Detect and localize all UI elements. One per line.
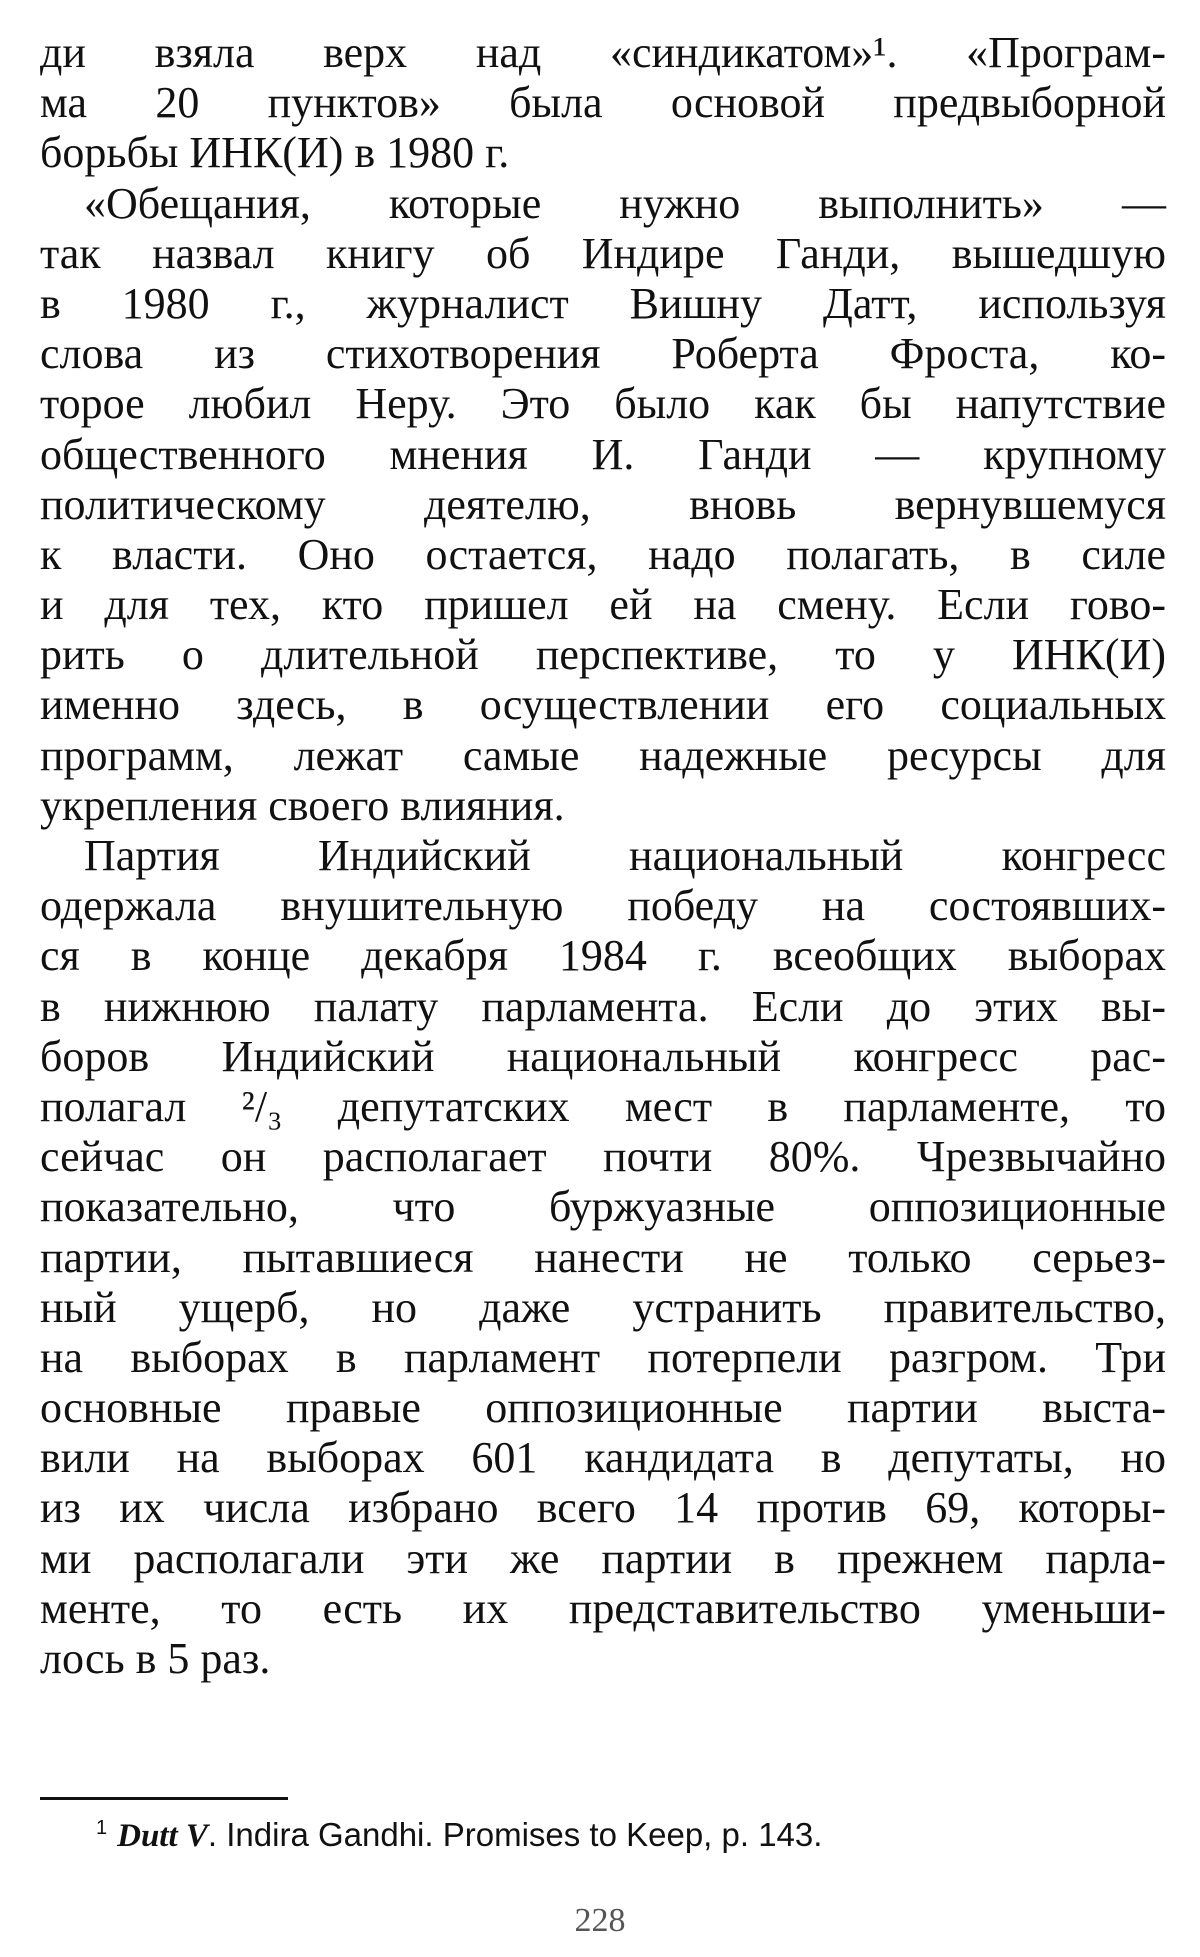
footnote-text: . Indira Gandhi. Promises to Keep, p. 143. (207, 1816, 823, 1853)
footnote-divider (40, 1797, 288, 1800)
text-line: политическому деятелю, вновь вернувшемуся (40, 479, 1166, 529)
page-number: 228 (574, 1902, 626, 1939)
text-line: «Обещания, которые нужно выполнить» — (84, 178, 1166, 228)
text-line: партии, пытавшиеся нанести не только серьез- (40, 1232, 1166, 1282)
footnote (96, 1816, 822, 1855)
text-line: к власти. Оно остается, надо полагать, в силе (40, 529, 1166, 579)
text-line: общественного мнения И. Ганди — крупному (40, 429, 1166, 479)
text-line: на выборах в парламент потерпели разгром. Три (40, 1332, 1166, 1382)
text-line: Партия Индийский национальный конгресс (84, 831, 1166, 880)
paragraph-1 (40, 28, 1166, 179)
text-line: менте, то есть их представительство уменьши- (40, 1583, 1166, 1633)
text-line: ный ущерб, но даже устранить правительство, (40, 1282, 1166, 1332)
text-line: из их числа избрано всего 14 против 69, которы- (40, 1483, 1166, 1533)
text-line: именно здесь, в осуществлении его социальных (40, 680, 1166, 730)
text-line: рить о длительной перспективе, то у ИНК(И) (40, 630, 1166, 680)
text-line: полагал ²/₃ депутатских мест в парламенте, то (40, 1081, 1166, 1131)
text-line: и для тех, кто пришел ей на смену. Если гово- (40, 580, 1166, 630)
text-line: одержала внушительную победу на состоявших- (40, 881, 1166, 931)
text-line: ди взяла верх над «синдикатом»¹. «Програм- (40, 28, 1166, 77)
text-line: вили на выборах 601 кандидата в депутаты, но (40, 1433, 1166, 1483)
text-line: лось в 5 раз. (40, 1634, 271, 1683)
footnote-mark: 1 (96, 1817, 108, 1839)
text-line: программ, лежат самые надежные ресурсы для (40, 730, 1166, 780)
text-line: ся в конце декабря 1984 г. всеобщих выборах (40, 931, 1166, 981)
text-line: показательно, что буржуазные оппозиционные (40, 1182, 1166, 1232)
text-line: ма 20 пунктов» была основой предвыборной (40, 78, 1166, 128)
paragraph-2 (40, 179, 1166, 831)
text-line: борьбы ИНК(И) в 1980 г. (40, 128, 510, 178)
text-line: боров Индийский национальный конгресс рас- (40, 1031, 1166, 1081)
text-line: основные правые оппозиционные партии выста- (40, 1383, 1166, 1433)
text-line: так назвал книгу об Индире Ганди, вышедшую (40, 228, 1166, 278)
text-line: в 1980 г., журналист Вишну Датт, используя (40, 278, 1166, 328)
text-line: слова из стихотворения Роберта Фроста, ко- (40, 329, 1166, 379)
text-line: в нижнюю палату парламента. Если до этих вы- (40, 981, 1166, 1031)
text-line: торое любил Неру. Это было как бы напутствие (40, 379, 1166, 429)
page-body (40, 28, 1166, 1684)
text-line: укрепления своего влияния. (40, 780, 565, 830)
footnote-author: Dutt V (117, 1818, 208, 1854)
text-line: сейчас он располагает почти 80%. Чрезвычайно (40, 1132, 1166, 1182)
text-line: ми располагали эти же партии в прежнем парла- (40, 1533, 1166, 1583)
paragraph-3 (40, 831, 1166, 1684)
